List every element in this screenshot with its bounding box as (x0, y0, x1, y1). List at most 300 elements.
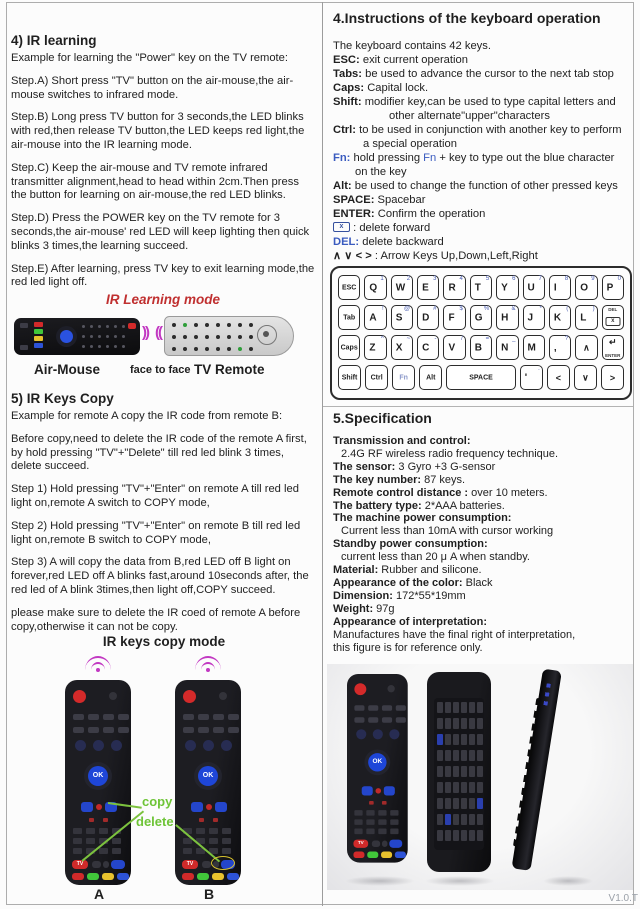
key-main-label: Shift (341, 374, 358, 381)
backspace-icon (605, 317, 620, 326)
keyboard-key (453, 798, 459, 809)
text-line (333, 235, 633, 249)
tv-remote-button (227, 335, 231, 339)
media-button (228, 714, 239, 720)
red-mark (382, 801, 387, 805)
tv-remote-button (194, 323, 198, 327)
tiny-button (114, 345, 117, 348)
text-part: Spacebar (374, 194, 426, 206)
key-main-label: B (474, 342, 483, 353)
text-part: Manufactures have the final right of interpretation, (333, 628, 576, 641)
text-line (333, 137, 633, 151)
keyboard-key (453, 750, 459, 761)
color-button (381, 852, 392, 858)
key-alt-label: / (461, 336, 463, 342)
remote-front-illustration (347, 674, 408, 863)
text-part: Standby power consumption: (333, 538, 488, 551)
key-alt-label: ~ (406, 336, 411, 342)
media-button (73, 727, 84, 733)
nav-button (93, 740, 104, 751)
keyboard-key (437, 734, 443, 745)
tiny-button (106, 345, 109, 348)
key-alt-label: $ (459, 306, 463, 312)
text-part: exit current operation (359, 54, 468, 66)
text-part: Ctrl: (333, 124, 356, 136)
wifi-icon (85, 656, 111, 676)
text-part: 172*55*19mm (392, 589, 466, 602)
media-button (354, 717, 364, 723)
keyboard-key (477, 718, 483, 729)
section-specification (333, 410, 633, 654)
color-button (367, 852, 378, 858)
section-ir-keys-copy (11, 391, 317, 643)
text-part: 97g (373, 602, 395, 615)
tiny-button (90, 335, 93, 338)
section-title: 5) IR Keys Copy (11, 391, 114, 406)
keyboard-key (477, 766, 483, 777)
red-mark (89, 818, 94, 822)
color-button (102, 873, 114, 880)
key-main-label: < (555, 372, 561, 383)
key-Tab (338, 305, 360, 330)
text-part: The keyboard contains 42 keys. (333, 40, 491, 52)
color-button (34, 329, 43, 334)
media-button (368, 717, 378, 723)
key-main-label: ∧ (583, 342, 590, 352)
text-line (333, 603, 633, 616)
text-line (333, 123, 633, 137)
key-Alt (419, 365, 442, 390)
tv-remote-button (238, 347, 242, 351)
tiny-button (98, 325, 101, 328)
text-part: Appearance of the color: (333, 576, 463, 589)
keyboard-key (437, 830, 443, 841)
keyboard-row (338, 335, 624, 360)
media-button (368, 705, 378, 711)
figure-title: IR Learning mode (105, 292, 220, 307)
text-part: Material: (333, 564, 379, 577)
color-button (117, 873, 129, 880)
keyboard-key (469, 814, 475, 825)
key-alt-label: . (538, 366, 540, 372)
key-main-label: R (448, 282, 456, 293)
key-I (549, 275, 571, 300)
color-button (34, 336, 43, 341)
function-button (103, 861, 109, 868)
keyboard-key (445, 750, 451, 761)
tv-remote-illustration (164, 316, 294, 356)
key-D (417, 305, 439, 330)
keyboard-key (453, 830, 459, 841)
backspace-x: x (339, 223, 344, 230)
power-button (73, 690, 86, 703)
key-main-label: ∨ (582, 372, 589, 382)
paragraph: Step 2) Hold pressing "TV"+"Enter" on remote B till red led light on,remote B switch to COPY mode, (11, 519, 301, 546)
ir-copy-figure (8, 634, 320, 909)
red-mark (213, 818, 218, 822)
key-alt-label: 6 (512, 276, 516, 282)
instruction-lines (333, 39, 633, 263)
text-part: Rubber and silicone. (378, 564, 482, 577)
text-line (333, 448, 633, 461)
keyboard-key (461, 766, 467, 777)
key-C (417, 335, 439, 360)
copy-label: copy (142, 794, 173, 809)
text-part: 2*AAA batteries. (421, 499, 505, 512)
keyboard-key (461, 718, 467, 729)
reflection (345, 876, 415, 886)
number-button (209, 838, 218, 844)
tv-remote-button (227, 323, 231, 327)
key-V (443, 335, 465, 360)
number-button (366, 810, 374, 816)
key-W (391, 275, 413, 300)
keyboard-key (461, 830, 467, 841)
key-main-label: Ctrl (370, 374, 383, 381)
key-X (391, 335, 413, 360)
key-> (601, 365, 624, 390)
tv-remote-button (172, 335, 176, 339)
key-main-label: H (501, 312, 509, 323)
key-alt-label: 9 (591, 276, 595, 282)
text-line (333, 564, 633, 577)
key-enter (602, 335, 624, 360)
paragraph: Step.E) After learning, press TV key to exit learning mode,the red led light off. (11, 262, 315, 289)
media-button (354, 705, 364, 711)
key-alt-label: ! (382, 306, 384, 312)
paragraph: Step 1) Hold pressing "TV"+"Enter" on remote A till red led light on,remote A switch to COPY mode, (11, 483, 299, 509)
key-main-label: Alt (426, 374, 436, 381)
number-button (112, 838, 121, 844)
keyboard-key (469, 734, 475, 745)
tv-remote-button (249, 323, 253, 327)
section-keyboard-instructions (333, 10, 633, 263)
tv-button: TV (72, 860, 88, 869)
tiny-button (114, 335, 117, 338)
figure-title: IR keys copy mode (102, 634, 226, 649)
media-button (88, 714, 99, 720)
product-photo (327, 664, 633, 890)
keyboard-row (338, 365, 624, 390)
keyboard-key (437, 798, 443, 809)
text-line (333, 95, 633, 109)
keyboard-row (338, 275, 624, 300)
keyboard-key (445, 766, 451, 777)
reflection (425, 876, 495, 886)
key-main-label: D (422, 312, 430, 323)
key-alt-label: ) (592, 306, 595, 312)
key-main-label: ESC (341, 284, 357, 291)
media-button (20, 345, 28, 350)
product-side-view (512, 669, 562, 871)
keyboard-key (477, 734, 483, 745)
wifi-icon (195, 656, 221, 676)
section-body (11, 52, 317, 290)
number-button (354, 829, 362, 835)
text-line (333, 53, 633, 67)
number-button (209, 828, 218, 834)
section-title: 4) IR learning (11, 33, 97, 48)
number-button (183, 848, 192, 854)
specification-lines (333, 435, 633, 654)
nav-center (263, 331, 269, 337)
key-main-label: S (395, 312, 403, 323)
text-line (333, 435, 633, 448)
keyboard-key (445, 782, 451, 793)
keyboard-key (453, 814, 459, 825)
text-part: DEL: (333, 236, 360, 248)
key-main-label: U (527, 282, 535, 293)
nav-button (389, 729, 399, 739)
key-F (443, 305, 465, 330)
number-button (378, 829, 386, 835)
mic-hole (109, 692, 117, 700)
tiny-button (82, 345, 85, 348)
number-button (86, 828, 95, 834)
key-B (470, 335, 492, 360)
number-button (73, 838, 82, 844)
keyboard-key (453, 702, 459, 713)
key-P (602, 275, 624, 300)
key-alt-label: 3 (433, 276, 437, 282)
text-line (333, 221, 633, 235)
power-button (354, 683, 366, 695)
number-button (222, 838, 231, 844)
text-part: ∧ ∨ < > (333, 250, 372, 262)
key-main-label: X (395, 342, 403, 353)
keyboard-key (469, 782, 475, 793)
side-buttons (513, 698, 540, 847)
record-dot (376, 788, 382, 794)
media-button (118, 714, 129, 720)
function-button (372, 841, 380, 847)
tiny-button (82, 325, 85, 328)
text-part: over 10 meters. (468, 486, 548, 499)
tv-remote-button (172, 323, 176, 327)
section-ir-learning (11, 33, 317, 299)
keyboard-key (437, 750, 443, 761)
key-alt-label: 5 (485, 276, 490, 282)
media-button (103, 714, 114, 720)
del-label: DEL (608, 307, 618, 312)
text-part: Caps: (333, 82, 365, 94)
text-part: Transmission and control: (333, 435, 471, 447)
text-line (333, 151, 633, 165)
paragraph: Before copy,need to delete the IR code of the remote A first, by hold pressing "TV"+"Delete" till red led blink 3 times, delete succeed. (11, 432, 307, 473)
key-main-label: Fn (399, 374, 408, 381)
number-button (366, 819, 374, 825)
number-button (73, 828, 82, 834)
tiny-button (122, 325, 125, 328)
tiny-button (90, 325, 93, 328)
key-main-label: Z (369, 342, 376, 353)
ok-button: OK (198, 766, 218, 786)
text-line (333, 39, 633, 53)
media-button (213, 714, 224, 720)
number-button (112, 848, 121, 854)
tiny-button (106, 325, 109, 328)
remote-a-illustration (65, 680, 131, 885)
paragraph: Step.B) Long press TV button for 3 seconds,the LED blinks with red,then release TV button,the LED keeps red light,the air-mouse into the IR learning mode. (11, 111, 305, 151)
text-part: 87 keys. (421, 473, 466, 486)
function-button (92, 861, 101, 868)
nav-button (111, 740, 122, 751)
text-part: Alt: (333, 180, 352, 192)
text-line (333, 165, 633, 179)
power-button (183, 690, 196, 703)
version-label: V1.0.T (608, 893, 638, 904)
text-part: : delete forward (350, 222, 431, 234)
media-button (118, 727, 129, 733)
text-part: on the key (355, 166, 407, 178)
text-line (333, 616, 633, 629)
tiny-button (82, 335, 85, 338)
section-title: 4.Instructions of the keyboard operation (333, 10, 601, 26)
key-main-label: SPACE (469, 374, 493, 381)
key-main-label: Y (501, 282, 508, 293)
ir-learning-figure (8, 292, 318, 390)
number-button (390, 829, 398, 835)
key-main-label: G (474, 312, 483, 323)
keyboard-key (461, 814, 467, 825)
keyboard-key (469, 798, 475, 809)
key-< (547, 365, 570, 390)
text-line (333, 577, 633, 590)
key-main-label: M (527, 342, 536, 353)
keyboard-key (477, 750, 483, 761)
key-Caps (338, 335, 360, 360)
key-alt-label: ( (566, 306, 569, 312)
mouse-button (389, 840, 402, 848)
paragraph: please make sure to delete the IR coed of remote A before copy,otherwise it can not be copy. (11, 606, 301, 633)
mic-hole (387, 685, 394, 692)
tv-remote-button (238, 323, 242, 327)
color-button (353, 852, 364, 858)
key-T (470, 275, 492, 300)
media-button (198, 714, 209, 720)
media-button (396, 705, 406, 711)
remote-a-label: A (94, 886, 105, 902)
key-alt-label: % (483, 306, 490, 312)
function-button (382, 841, 388, 847)
text-line (333, 525, 633, 538)
key-ESC (338, 275, 360, 300)
key-alt-label: - (434, 336, 437, 342)
nav-button (373, 729, 383, 739)
key-main-label: Caps (340, 344, 358, 351)
keyboard-key (437, 814, 443, 825)
key-∨ (574, 365, 597, 390)
tv-remote-button (249, 347, 253, 351)
tv-remote-button (183, 347, 187, 351)
key-alt-label: 1 (380, 276, 384, 282)
text-part: Confirm the operation (374, 208, 486, 220)
text-part: SPACE: (333, 194, 375, 206)
product-back-view (427, 672, 491, 872)
key-main-label: Q (369, 282, 378, 293)
media-button (88, 727, 99, 733)
tv-remote-button (183, 335, 187, 339)
number-button (99, 828, 108, 834)
text-part: Capital lock. (364, 82, 429, 94)
text-part: this figure is for reference only. (333, 641, 483, 654)
color-button (395, 852, 406, 858)
tv-remote-button (216, 335, 220, 339)
text-part: ENTER: (333, 208, 375, 220)
text-part: 2.4G RF wireless radio frequency technique. (341, 447, 559, 460)
home-button (215, 802, 227, 812)
tv-remote-button (194, 347, 198, 351)
key-main-label: , (553, 342, 557, 353)
tiny-button (106, 335, 109, 338)
nav-button (356, 729, 366, 739)
tv-remote-button (249, 335, 253, 339)
nav-button (221, 740, 232, 751)
tv-button: TV (353, 840, 368, 848)
tv-remote-button (205, 347, 209, 351)
key-Q (364, 275, 386, 300)
text-part: Tabs: (333, 68, 363, 80)
text-part: be used to advance the cursor to the next tab stop (362, 68, 614, 80)
text-part: other alternate"upper"characters (389, 110, 550, 122)
keyboard-key (437, 766, 443, 777)
tv-button: TV (182, 860, 198, 869)
function-button (202, 861, 211, 868)
key-main-label: > (609, 372, 616, 383)
ir-signal-left-icon: )) (142, 324, 148, 341)
color-button (227, 873, 239, 880)
key-alt-label: ? (564, 336, 569, 342)
key-alt-label: & (511, 306, 516, 312)
keyboard-key (445, 702, 451, 713)
text-part: be used to change the function of other pressed keys (351, 180, 618, 192)
media-button (396, 717, 406, 723)
paragraph: Example for remote A copy the IR code from remote B: (11, 410, 283, 422)
tv-remote-label: TV Remote (194, 362, 265, 377)
media-button (382, 717, 392, 723)
color-button (212, 873, 224, 880)
backspace-x: x (611, 317, 615, 324)
text-part: Fn: (333, 152, 351, 164)
key-M (523, 335, 545, 360)
reflection (543, 876, 593, 886)
key-H (496, 305, 518, 330)
key-main-label: K (553, 312, 562, 323)
text-part: + key to type out the blue character (436, 152, 615, 164)
key-, (549, 335, 571, 360)
text-part: Shift: (333, 96, 362, 108)
keyboard-key (477, 798, 483, 809)
key-main-label: O (580, 282, 589, 293)
text-part: 3 Gyro +3 G-sensor (395, 460, 496, 473)
key-main-label: V (448, 342, 456, 353)
key-G (470, 305, 492, 330)
color-button (197, 873, 209, 880)
number-button (378, 819, 386, 825)
keyboard-diagram (330, 266, 632, 400)
face-to-face-label: face to face (130, 364, 191, 376)
number-button (366, 829, 374, 835)
keyboard-key (461, 702, 467, 713)
tiny-button (90, 345, 93, 348)
text-part: current less than 20 μ A when standby. (341, 551, 530, 564)
key-main-label: Tab (343, 314, 356, 321)
red-mark (103, 818, 108, 822)
ir-signal-right-icon: (( (155, 324, 161, 341)
text-part: hold pressing (350, 152, 424, 164)
air-mouse-illustration (14, 318, 140, 355)
paragraph: Example for learning the "Power" key on the TV remote: (11, 52, 288, 64)
